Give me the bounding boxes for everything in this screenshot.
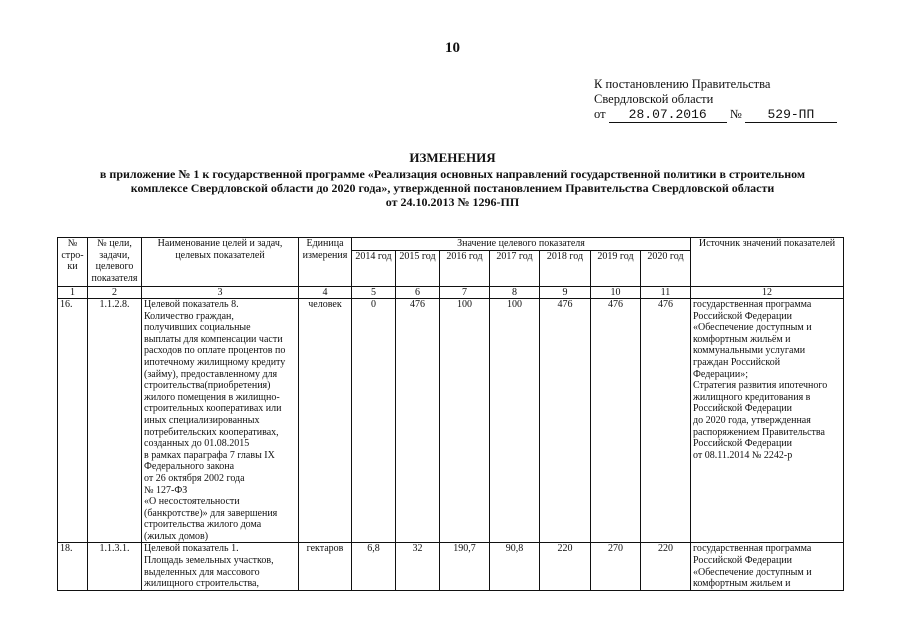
document-title: ИЗМЕНЕНИЯ xyxy=(409,150,496,165)
subtitle-line-3: от 24.10.2013 № 1296-ПП xyxy=(385,195,520,209)
header-year: 2016 год xyxy=(440,251,490,287)
text-line: жилищного строительства, xyxy=(144,578,259,590)
value-2018: 476 xyxy=(540,299,591,543)
column-number: 12 xyxy=(691,287,844,299)
text-line: Площадь земельных участков, xyxy=(144,555,274,567)
indicator-source xyxy=(691,543,844,590)
header-year: 2019 год xyxy=(591,251,641,287)
text-line: Целевой показатель 8. xyxy=(144,299,239,310)
appendix-line-1: К постановлению Правительства xyxy=(594,77,771,91)
unit: гектаров xyxy=(299,543,352,590)
resolution-date: 28.07.2016 xyxy=(609,107,727,123)
text-line: ипотечному жилищному кредиту xyxy=(144,356,286,368)
text-line: комфортным жильём и xyxy=(693,333,791,345)
text-line: в рамках параграфа 7 главы IX xyxy=(144,449,275,461)
text-line: государственная программа xyxy=(693,543,812,555)
header-unit: Единица измерения xyxy=(299,238,352,287)
header-value-group: Значение целевого показателя xyxy=(352,238,691,251)
column-number: 1 xyxy=(58,287,88,299)
document-subtitle xyxy=(40,167,865,209)
header-source: Источник значений показателей xyxy=(691,238,844,287)
text-line: «О несостоятельности xyxy=(144,496,240,508)
text-line: Федерального закона xyxy=(144,461,235,473)
text-line: иных специализированных xyxy=(144,414,260,426)
value-2016: 190,7 xyxy=(440,543,490,590)
text-line: выделенных для массового xyxy=(144,566,260,578)
column-number: 4 xyxy=(299,287,352,299)
value-2017: 90,8 xyxy=(490,543,540,590)
text-line: Российской Федерации xyxy=(693,310,793,322)
text-line: распоряжением Правительства xyxy=(693,426,825,438)
row-number: 16. xyxy=(58,299,88,543)
value-2019: 270 xyxy=(591,543,641,590)
column-number: 10 xyxy=(591,287,641,299)
header-name: Наименование целей и задач, целевых показателей xyxy=(142,238,299,287)
column-number: 8 xyxy=(490,287,540,299)
text-line: Количество граждан, xyxy=(144,310,234,322)
header-year: 2014 год xyxy=(352,251,396,287)
table-row xyxy=(58,543,844,590)
text-line: до 2020 года, утвержденная xyxy=(693,414,811,426)
value-2016: 100 xyxy=(440,299,490,543)
text-line: от 08.11.2014 № 2242-р xyxy=(693,449,793,461)
appendix-header xyxy=(594,77,837,123)
row-number: 18. xyxy=(58,543,88,590)
value-2019: 476 xyxy=(591,299,641,543)
value-2014: 6,8 xyxy=(352,543,396,590)
resolution-number: 529-ПП xyxy=(745,107,837,123)
column-number: 3 xyxy=(142,287,299,299)
header-year: 2018 год xyxy=(540,251,591,287)
text-line: от 26 октября 2002 года xyxy=(144,472,245,484)
text-line: комфортным жильем и xyxy=(693,578,791,590)
value-2015: 32 xyxy=(396,543,440,590)
header-year: 2020 год xyxy=(641,251,691,287)
text-line: Российской Федерации xyxy=(693,438,793,450)
column-number: 2 xyxy=(88,287,142,299)
column-number: 6 xyxy=(396,287,440,299)
text-line: Российской Федерации xyxy=(693,555,793,567)
column-number: 5 xyxy=(352,287,396,299)
text-line: Стратегия развития ипотечного xyxy=(693,380,828,392)
column-number: 9 xyxy=(540,287,591,299)
appendix-date-line xyxy=(594,107,837,123)
text-line: строительных кооперативах или xyxy=(144,403,282,415)
text-line: (жилых домов) xyxy=(144,530,209,542)
header-year: 2015 год xyxy=(396,251,440,287)
appendix-line-2: Свердловской области xyxy=(594,92,714,106)
header-goal-no: № цели, задачи, целевого показателя xyxy=(88,238,142,287)
indicators-table xyxy=(57,237,844,591)
value-2017: 100 xyxy=(490,299,540,543)
text-line: созданных до 01.08.2015 xyxy=(144,438,250,450)
text-line: «Обеспечение доступным и xyxy=(693,566,812,578)
text-line: государственная программа xyxy=(693,299,812,310)
value-2020: 220 xyxy=(641,543,691,590)
text-line: строительства жилого дома xyxy=(144,519,262,531)
indicator-name xyxy=(142,299,299,543)
goal-number: 1.1.3.1. xyxy=(88,543,142,590)
header-row-no: № стро- ки xyxy=(58,238,88,287)
column-number: 11 xyxy=(641,287,691,299)
subtitle-line-2: комплексе Свердловской области до 2020 года», утвержденной постановлением Правительства Свердловской области xyxy=(130,181,775,195)
text-line: (займу), предоставленному для xyxy=(144,368,278,380)
subtitle-line-1: в приложение № 1 к государственной программе «Реализация основных направлений государственной политики в строительном xyxy=(99,167,806,181)
column-numbers-row xyxy=(58,287,844,299)
text-line: расходов по оплате процентов по xyxy=(144,345,286,357)
text-line: «Обеспечение доступным и xyxy=(693,322,812,334)
text-line: Федерации»; xyxy=(693,368,749,380)
text-line: Целевой показатель 1. xyxy=(144,543,239,555)
header-year: 2017 год xyxy=(490,251,540,287)
indicator-name xyxy=(142,543,299,590)
indicator-source xyxy=(691,299,844,543)
text-line: потребительских кооперативах, xyxy=(144,426,279,438)
text-line: выплаты для компенсации части xyxy=(144,333,283,345)
value-2014: 0 xyxy=(352,299,396,543)
text-line: граждан Российской xyxy=(693,356,781,368)
column-number: 7 xyxy=(440,287,490,299)
text-line: № 127-ФЗ xyxy=(144,484,188,496)
text-line: жилищного кредитования в xyxy=(693,391,811,403)
unit: человек xyxy=(299,299,352,543)
value-2018: 220 xyxy=(540,543,591,590)
text-line: Российской Федерации xyxy=(693,403,793,415)
table-row xyxy=(58,299,844,543)
value-2015: 476 xyxy=(396,299,440,543)
text-line: жилого помещения в жилищно- xyxy=(144,391,280,403)
text-line: коммунальными услугами xyxy=(693,345,806,357)
number-prefix: № xyxy=(729,107,742,121)
value-2020: 476 xyxy=(641,299,691,543)
text-line: (банкротстве)» для завершения xyxy=(144,507,278,519)
goal-number: 1.1.2.8. xyxy=(88,299,142,543)
text-line: получивших социальные xyxy=(144,322,251,334)
date-prefix: от xyxy=(594,107,606,121)
text-line: строительства(приобретения) xyxy=(144,380,271,392)
page-number: 10 xyxy=(445,40,460,56)
